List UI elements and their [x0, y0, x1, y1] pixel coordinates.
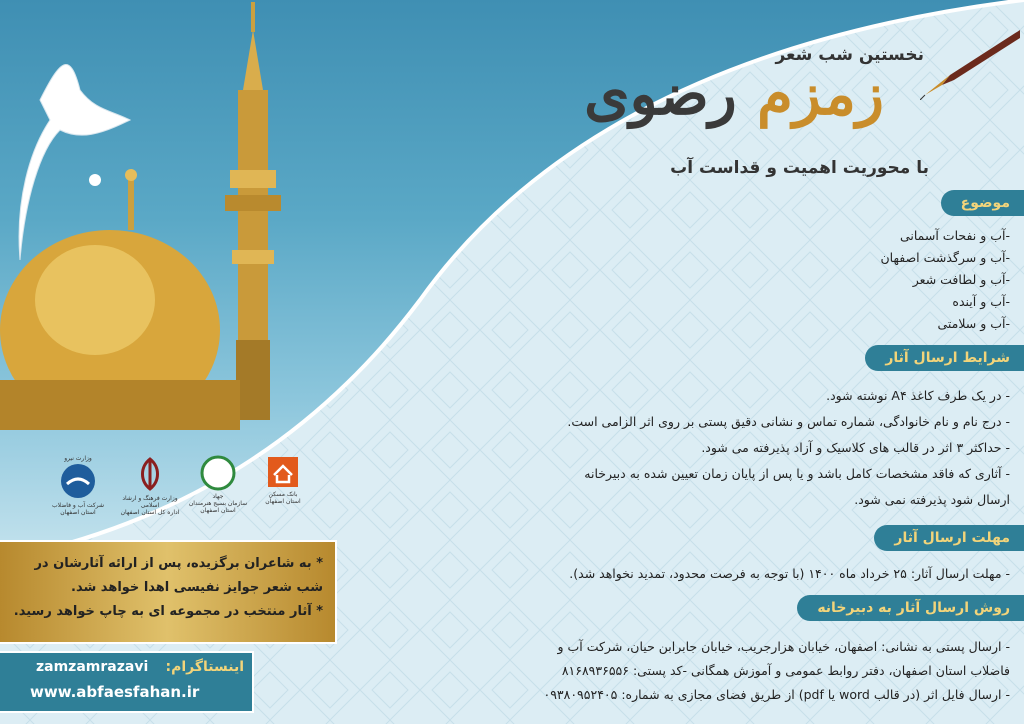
website-link[interactable]: www.abfaesfahan.ir: [30, 683, 200, 701]
prize-line: شب شعر جوایز نفیسی اهدا خواهد شد.: [71, 580, 323, 595]
shrine-illustration: [0, 0, 330, 450]
list-item: -آب و سلامتی: [937, 316, 1010, 331]
topic-list: [881, 225, 1011, 335]
prize-line: * آثار منتخب در مجموعه ای به چاپ خواهد رسید.: [13, 604, 323, 619]
title-word-razavi: رضوی: [584, 60, 737, 128]
fountain-pen-icon: [920, 30, 1020, 100]
topic-heading: موضوع: [941, 190, 1024, 216]
sponsor-logos: [48, 455, 318, 530]
list-item: - درج نام و نام خانوادگی، شماره تماس و نشانی دقیق پستی بر روی اثر الزامی است.: [567, 414, 1010, 429]
logo-caption: بانک مسکن: [268, 491, 298, 498]
list-item: فاضلاب استان اصفهان، دفتر روابط عمومی و آموزش همگانی -کد پستی: ۸۱۶۸۹۳۶۵۵۶: [561, 663, 1010, 678]
list-item: -آب و سرگذشت اصفهان: [880, 250, 1010, 265]
jahad-emblem-icon: [200, 455, 236, 491]
list-item: - ارسال پستی به نشانی: اصفهان، خیابان هزارجریب، خیابان جابرابن حیان، شرکت آب و: [557, 639, 1010, 654]
conditions-list: [567, 383, 1010, 513]
deadline-text: - مهلت ارسال آثار: ۲۵ خرداد ماه ۱۴۰۰ (با توجه به فرصت محدود، تمدید نخواهد شد).: [569, 566, 1010, 581]
instagram-handle[interactable]: zamzamrazavi: [36, 659, 149, 675]
deadline-heading: مهلت ارسال آثار: [874, 525, 1024, 551]
water-drop-icon: [59, 462, 97, 500]
title-word-zamzam: زمزم: [757, 60, 884, 128]
bank-house-icon: [266, 455, 300, 489]
water-company-logo: [48, 455, 108, 516]
logo-caption: وزارت نیرو: [64, 455, 92, 462]
list-item: -آب و آینده: [952, 294, 1010, 309]
list-item: -آب و نفحات آسمانی: [899, 228, 1010, 243]
contact-box: [0, 651, 254, 713]
jahad-logo: [188, 455, 248, 514]
logo-caption: استان اصفهان: [265, 498, 301, 505]
logo-caption: شرکت آب و فاضلاب استان اصفهان: [51, 502, 105, 516]
subtitle: با محوریت اهمیت و قداست آب: [670, 158, 929, 178]
list-item: - در یک طرف کاغذ A۴ نوشته شود.: [826, 388, 1010, 403]
bank-maskan-logo: [253, 455, 313, 505]
logo-caption: اداره کل استان اصفهان: [120, 509, 180, 516]
conditions-heading: شرایط ارسال آثار: [865, 345, 1024, 371]
prizes-text: [14, 552, 323, 624]
list-item: - ارسال فایل اثر (در قالب word یا pdf) از طریق فضای مجازی به شماره: ۰۹۳۸۰۹۵۲۴۰۵: [543, 687, 1010, 702]
logo-caption: وزارت فرهنگ و ارشاد اسلامی: [122, 495, 178, 509]
list-item: - آثاری که فاقد مشخصات کامل باشد و یا پس از پایان زمان تعیین شده به دبیرخانه: [584, 466, 1010, 481]
logo-caption: جهاد: [212, 493, 224, 500]
list-item: ارسال شود پذیرفته نمی شود.: [854, 492, 1010, 507]
logo-caption: سازمان بسیج هنرمندان استان اصفهان: [188, 500, 248, 514]
main-title: [584, 60, 884, 128]
culture-ministry-logo: [120, 455, 180, 516]
emblem-icon: [132, 455, 168, 493]
prizes-box: [0, 540, 337, 644]
method-heading: روش ارسال آثار به دبیرخانه: [797, 595, 1024, 621]
list-item: - حداکثر ۳ اثر در قالب های کلاسیک و آزاد پذیرفته می شود.: [701, 440, 1010, 455]
prize-line: * به شاعران برگزیده، پس از ارائه آثارشان در: [34, 556, 323, 571]
list-item: -آب و لطافت شعر: [912, 272, 1010, 287]
method-list: [543, 635, 1010, 707]
pre-title: نخستین شب شعر: [775, 45, 924, 65]
instagram-label: اینستاگرام:: [165, 659, 244, 675]
